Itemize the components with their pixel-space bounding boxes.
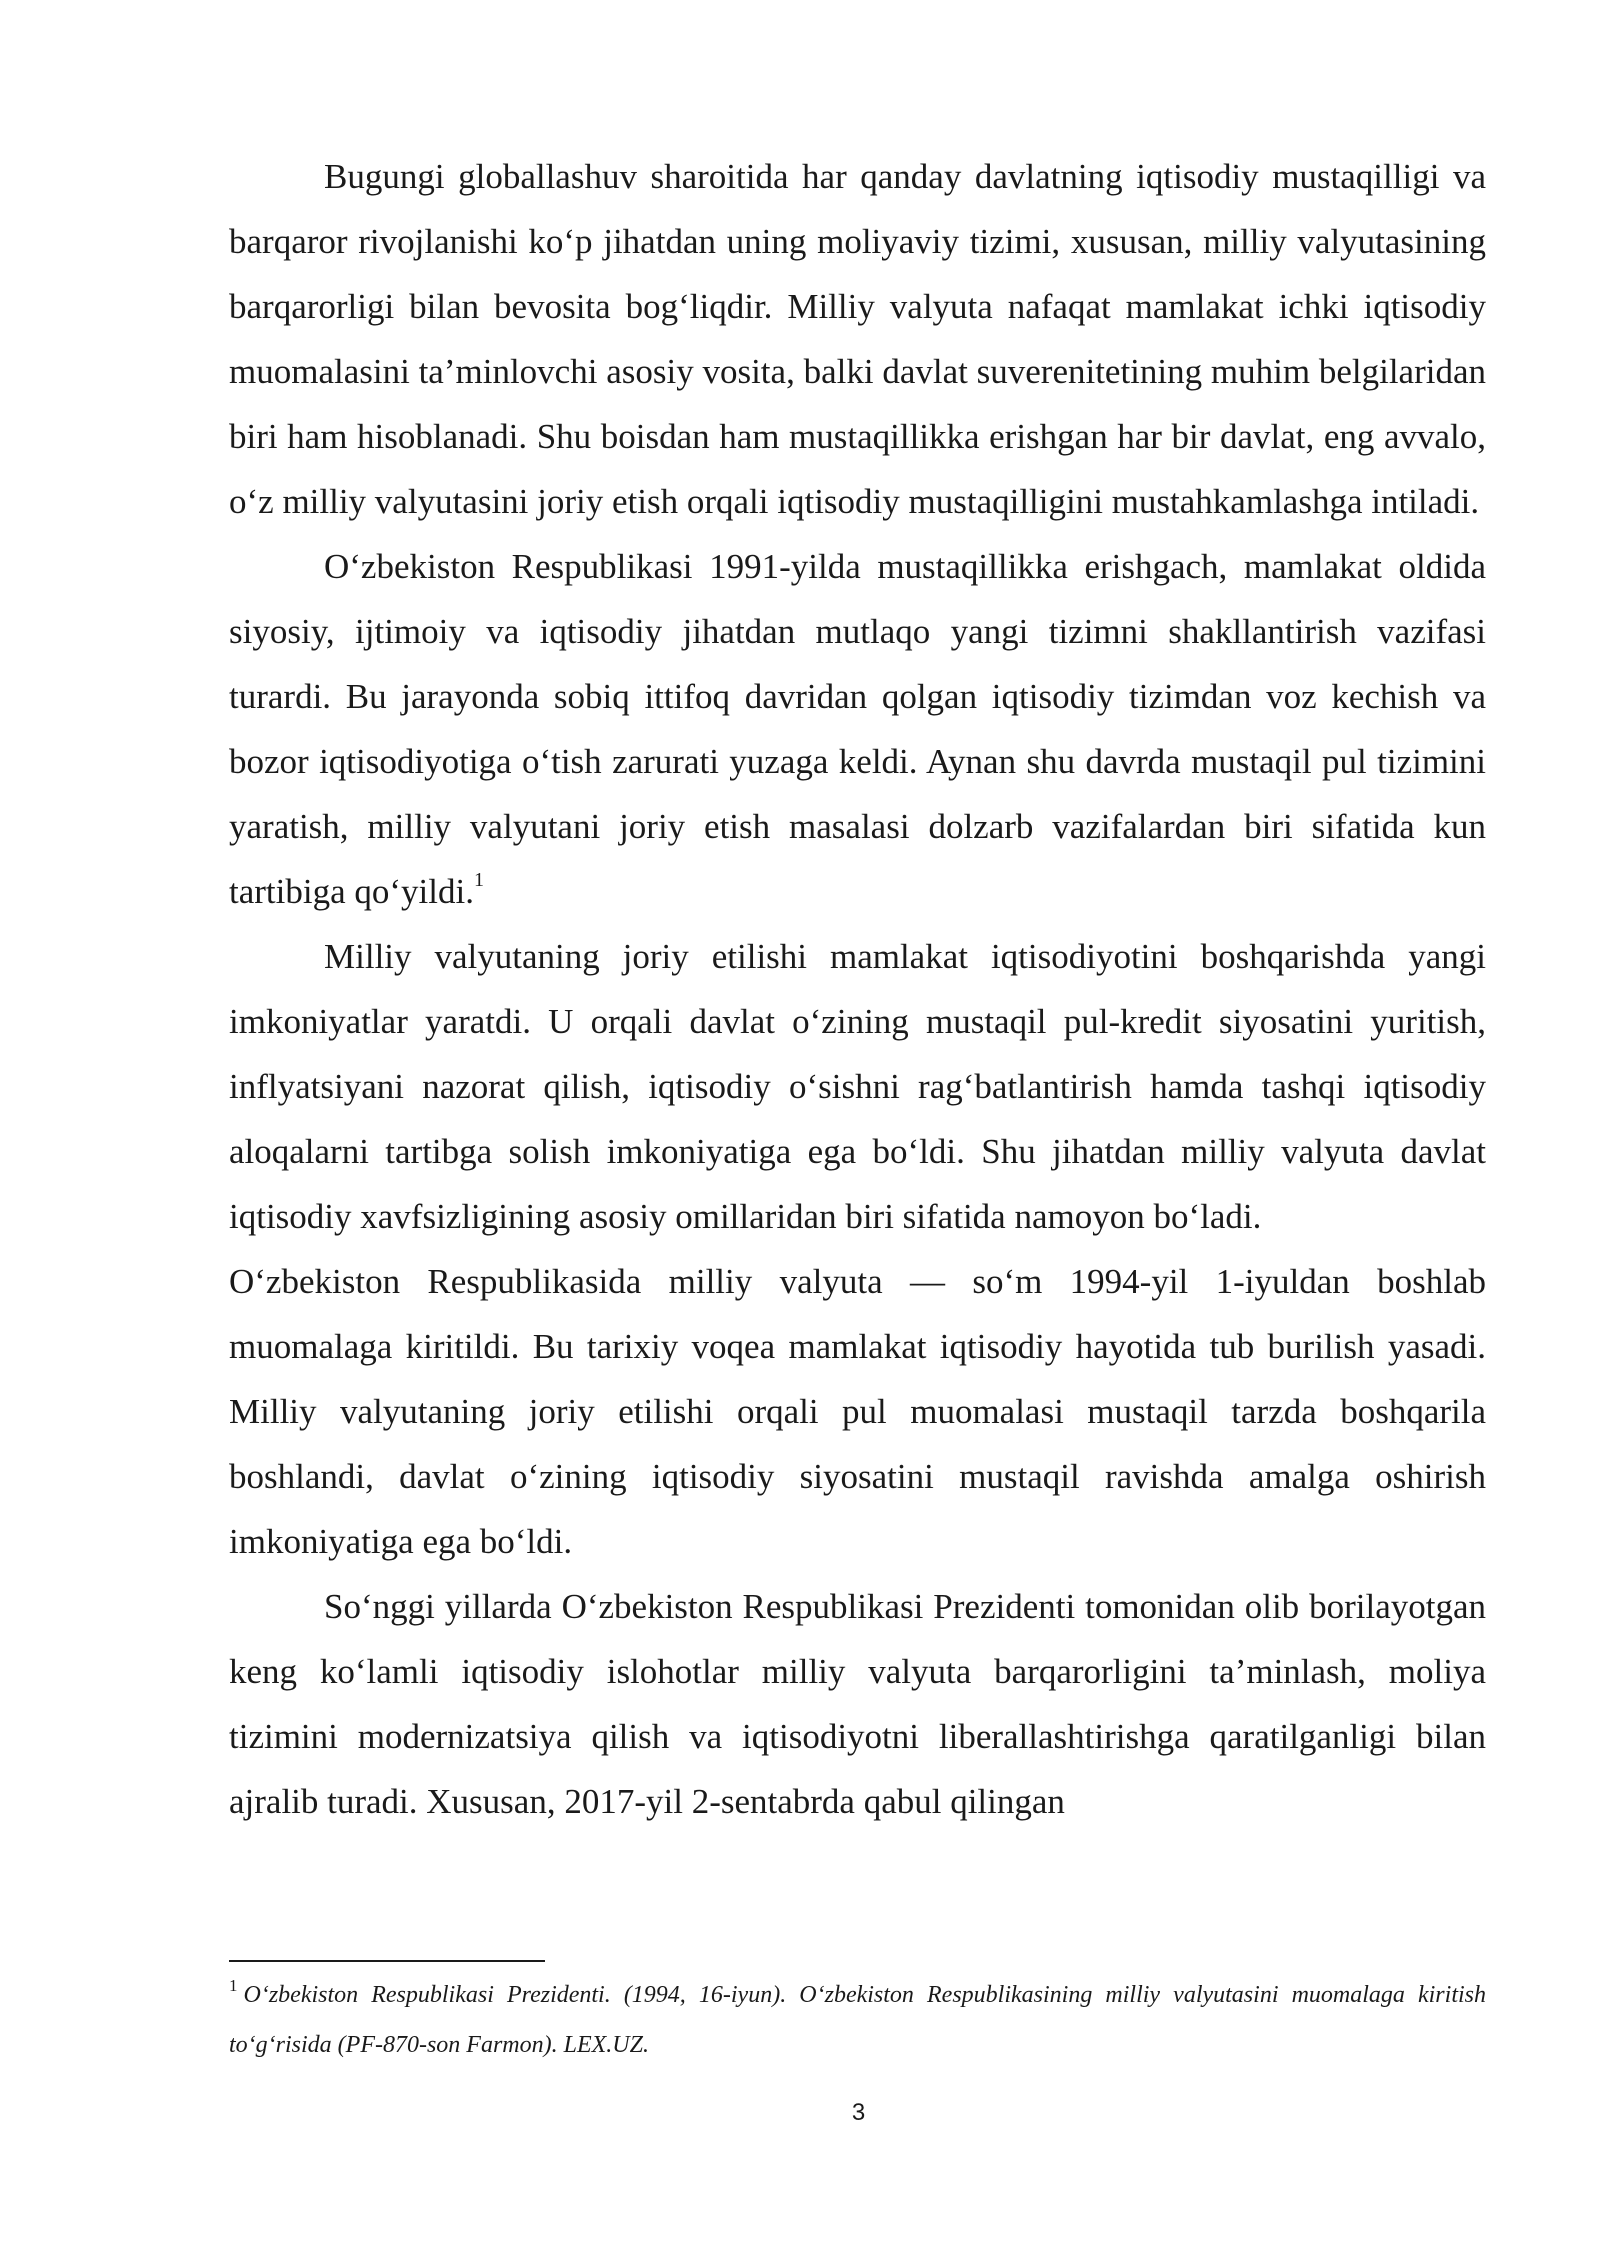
body-text <box>229 144 1486 1834</box>
paragraph-4 <box>229 1249 1486 1574</box>
paragraph-4-text: O‘zbekiston Respublikasida milliy valyuta — so‘m 1994-yil 1-iyuldan boshlab muomalaga kiritildi. Bu tarixiy voqea mamlakat iqtisodiy hayotida tub burilish yasadi. Milliy valyutaning joriy etilishi orqali pul muomalasi mustaqil tarzda boshqarila boshlandi, davlat o‘zining iqtisodiy siyosatini mustaqil ravishda amalga oshirish imkoniyatiga ega bo‘ldi. <box>229 1262 1486 1561</box>
paragraph-5 <box>229 1574 1486 1834</box>
paragraph-3-text: Milliy valyutaning joriy etilishi mamlakat iqtisodiyotini boshqarishda yangi imkoniyatlar yaratdi. U orqali davlat o‘zining mustaqil pul-kredit siyosatini yuritish, inflyatsiyani nazorat qilish, iqtisodiy o‘sishni rag‘batlantirish hamda tashqi iqtisodiy aloqalarni tartibga solish imkoniyatiga ega bo‘ldi. Shu jihatdan milliy valyuta davlat iqtisodiy xavfsizligining asosiy omillaridan biri sifatida namoyon bo‘ladi. <box>229 937 1486 1236</box>
footnote-separator <box>229 1960 545 1962</box>
paragraph-5-text: So‘nggi yillarda O‘zbekiston Respublikasi Prezidenti tomonidan olib borilayotgan keng ko‘lamli iqtisodiy islohotlar milliy valyuta barqarorligini ta’minlash, moliya tizimini modernizatsiya qilish va iqtisodiyotni liberallashtirishga qaratilganligi bilan ajralib turadi. Xususan, 2017-yil 2-sentabrda qabul qilingan <box>229 1587 1486 1821</box>
paragraph-1-text: Bugungi globallashuv sharoitida har qanday davlatning iqtisodiy mustaqilligi va barqaror rivojlanishi ko‘p jihatdan uning moliyaviy tizimi, xususan, milliy valyutasining barqarorligi bilan bevosita bog‘liqdir. Milliy valyuta nafaqat mamlakat ichki iqtisodiy muomalasini ta’minlovchi asosiy vosita, balki davlat suverenitetining muhim belgilaridan biri ham hisoblanadi. Shu boisdan ham mustaqillikka erishgan har bir davlat, eng avvalo, o‘z milliy valyutasini joriy etish orqali iqtisodiy mustaqilligini mustahkamlashga intiladi. <box>229 157 1486 521</box>
page-number: 3 <box>851 2099 866 2126</box>
paragraph-1 <box>229 144 1486 534</box>
footnote-reference[interactable]: 1 <box>473 869 484 892</box>
footnote-number: 1 <box>229 1976 238 1995</box>
paragraph-2 <box>229 534 1486 924</box>
paragraph-3 <box>229 924 1486 1249</box>
footnote-text: O‘zbekiston Respublikasi Prezidenti. (1994, 16-iyun). O‘zbekiston Respublikasining milliy valyutasini muomalaga kiritish to‘g‘risida (PF-870-son Farmon). LEX.UZ. <box>229 1982 1486 2058</box>
paragraph-2-text: O‘zbekiston Respublikasi 1991-yilda mustaqillikka erishgach, mamlakat oldida siyosiy, ijtimoiy va iqtisodiy jihatdan mutlaqo yangi tizimni shakllantirish vazifasi turardi. Bu jarayonda sobiq ittifoq davridan qolgan iqtisodiy tizimdan voz kechish va bozor iqtisodiyotiga o‘tish zarurati yuzaga keldi. Aynan shu davrda mustaqil pul tizimini yaratish, milliy valyutani joriy etish masalasi dolzarb vazifalardan biri sifatida kun tartibiga qo‘yildi. <box>229 547 1486 911</box>
footnote <box>229 1970 1486 2070</box>
